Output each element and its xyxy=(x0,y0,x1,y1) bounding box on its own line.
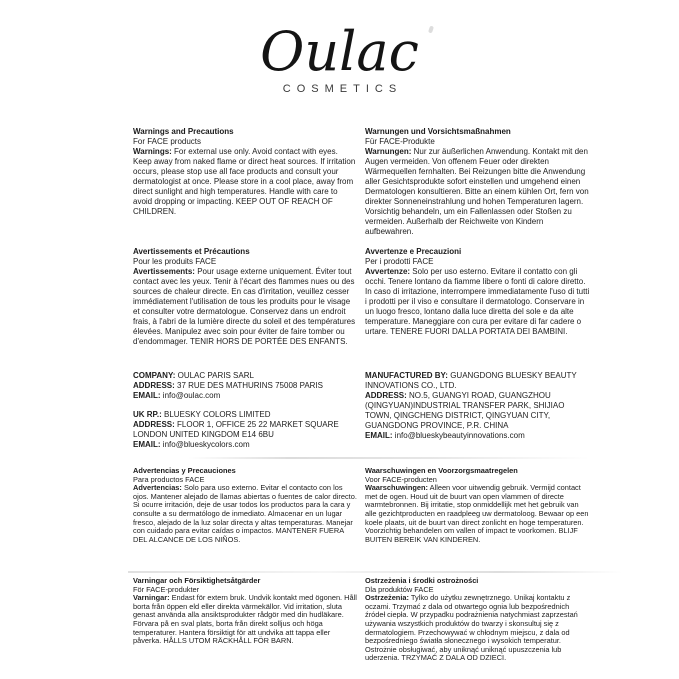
brand-logo xyxy=(0,22,679,95)
uk-rp-label: UK RP.: xyxy=(133,410,162,419)
manufacturer-email-label: EMAIL: xyxy=(365,431,393,440)
section-body-german xyxy=(365,147,590,237)
warning-text-french: Pour usage externe uniquement. Éviter tout contact avec les yeux. Tenir à l'écart des flammes nues ou des sources de chaleur directe. En cas d'irritation, veuillez cesser immédiatement l'utilisation de tous les produits pour le visage et consulter votre dermatologue. Conservez dans un endroit frais, à l'abri de la lumière directe du soleil et des températures élevées. Manipulez avec soin pour éviter de faire tomber ou d'endommager. TENIR HORS DE PORTÉE DES ENFANTS. xyxy=(133,267,356,346)
uk-rp-email-label: EMAIL: xyxy=(133,440,161,449)
section-heading-polish: Ostrzeżenia i środki ostrożności xyxy=(365,576,479,585)
warning-section-italian xyxy=(365,247,590,371)
warnings-row-fr-it xyxy=(133,247,590,371)
warning-section-polish xyxy=(365,577,590,663)
company-info-block xyxy=(133,371,357,467)
uk-rp-address-value: FLOOR 1, OFFICE 25 22 MARKET SQUARE LONDON UNITED KINGDOM E14 6BU xyxy=(133,420,339,439)
company-email-line xyxy=(133,391,357,401)
warning-lead-english: Warnings: xyxy=(133,147,172,156)
uk-rp-value: BLUESKY COLORS LIMITED xyxy=(163,410,271,419)
section-body-swedish xyxy=(133,594,357,646)
warning-lead-swedish: Varningar: xyxy=(133,593,170,603)
label-content xyxy=(133,127,590,663)
company-label: COMPANY: xyxy=(133,371,176,380)
warning-section-swedish xyxy=(133,577,357,663)
section-body-polish xyxy=(365,594,590,663)
company-email-value: info@oulac.com xyxy=(162,391,221,400)
warning-section-spanish xyxy=(133,467,357,577)
section-subheading-french: Pour les produits FACE xyxy=(133,257,217,266)
section-subheading-spanish: Para productos FACE xyxy=(133,474,205,484)
section-body-dutch xyxy=(365,484,590,544)
section-heading-german: Warnungen und Vorsichtsmaßnahmen xyxy=(365,127,511,136)
uk-rp-name-line xyxy=(133,410,357,420)
section-body-spanish xyxy=(133,484,357,544)
warning-lead-french: Avertissements: xyxy=(133,267,195,276)
section-body-english xyxy=(133,147,357,217)
company-email-label: EMAIL: xyxy=(133,391,161,400)
warning-text-german: Nur zur äußerlichen Anwendung. Kontakt mit den Augen vermeiden. Von offenem Feuer oder direkten Wärmequellen fernhalten. Bei Reizungen bitte die Anwendung aller Gesichtsprodukte sofort einstellen und umgehend einen Dermatologen konsultieren. Bitte an einem kühlen Ort, fern von direkter Sonneneinstrahlung und hohen Temperaturen lagern. Vorsichtig behandeln, um ein Fallenlassen oder Stoßen zu vermeiden. Außerhalb der Reichweite von Kindern aufbewahren. xyxy=(365,147,589,236)
warning-text-polish: Tylko do użytku zewnętrznego. Unikaj kontaktu z oczami. Trzymać z dala od otwartego ognia lub bezpośrednich źródeł ciepła. W przypadku podrażnienia natychmiast zaprzestań używania wszystkich produktów do twarzy i skonsultuj się z dermatologiem. Przechowywać w chłodnym miejscu, z dala od bezpośredniego światła słonecznego i wysokich temperatur. Ostrożnie obsługiwać, aby uniknąć uniknąć upuszczenia lub uderzenia. TRZYMAĆ Z DALA OD DZIECI. xyxy=(365,593,578,663)
warning-section-dutch xyxy=(365,467,590,577)
warning-text-spanish: Solo para uso externo. Evitar el contacto con los ojos. Mantener alejado de llamas abiertas o fuentes de calor directo. Si ocurre irritación, deje de usar todos los productos para la cara y consulte a su dermatólogo de inmediato. Almacenar en un lugar fresco, alejado de la luz solar directa y altas temperaturas. Manejar con cuidado para evitar caídas o impactos. MANTENER FUERA DEL ALCANCE DE LOS NIÑOS. xyxy=(133,483,357,544)
manufacturer-value: GUANGDONG BLUESKY BEAUTY INNOVATIONS CO., LTD. xyxy=(365,371,577,390)
manufacturer-name-line xyxy=(365,371,590,391)
company-value: OULAC PARIS SARL xyxy=(177,371,254,380)
section-heading-swedish: Varningar och Försiktighetsåtgärder xyxy=(133,576,261,585)
section-body-italian xyxy=(365,267,590,337)
company-name-line xyxy=(133,371,357,381)
section-body-french xyxy=(133,267,357,347)
warning-text-swedish: Endast för extern bruk. Undvik kontakt med ögonen. Håll borta från öppen eld eller direkta värmekällor. Vid irritation, sluta genast använda alla ansiktsprodukter rådgör med din hudläkare. Förvara på en sval plats, borta från direkt solljus och höga temperaturer. Hantera försiktigt för att undvika att tappa eller påverka. HÅLLS UTOM RÄCKHÅLL FÖR BARN. xyxy=(133,593,357,646)
uk-rp-email-line xyxy=(133,440,357,450)
warning-text-dutch: Alleen voor uitwendig gebruik. Vermijd contact met de ogen. Houd uit de buurt van open vlammen of directe warmtebronnen. Bij irritatie, stop onmiddellijk met het gebruik van alle gezichtproducten en raadpleeg uw dermatoloog. Bewaar op een koele plaats, uit de buurt van direct zonlicht en hoge temperaturen. Voorzichtig behandelen om vallen of impact te voorkomen. BLIJF BUITEN BEREIK VAN KINDEREN. xyxy=(365,483,589,544)
company-address-line xyxy=(133,381,357,391)
warning-lead-italian: Avvertenze: xyxy=(365,267,411,276)
warnings-row-sv-pl xyxy=(133,577,590,663)
warning-lead-dutch: Waarschuwingen: xyxy=(365,483,428,493)
warning-text-english: For external use only. Avoid contact with eyes. Keep away from naked flame or direct heat sources. If irritation occurs, please stop use all face products and consult your dermatologist at once. Please store in a cool place, away from direct sunlight and high temperatures. Handle with care to avoid dropping or impacting. KEEP OUT OF REACH OF CHILDREN. xyxy=(133,147,356,216)
manufacturer-address-line xyxy=(365,391,590,431)
manufacturer-email-value: info@blueskybeautyinnovations.com xyxy=(394,431,525,440)
company-info-row xyxy=(133,371,590,467)
uk-rp-block xyxy=(133,410,357,450)
company-block xyxy=(133,371,357,401)
warnings-row-es-nl xyxy=(133,467,590,577)
manufacturer-email-line xyxy=(365,431,590,441)
warning-lead-polish: Ostrzeżenia: xyxy=(365,593,409,603)
section-heading-french: Avertissements et Précautions xyxy=(133,247,250,256)
section-subheading-english: For FACE products xyxy=(133,137,202,146)
warning-section-german xyxy=(365,127,590,247)
company-address-label: ADDRESS: xyxy=(133,381,175,390)
section-subheading-polish: Dla produktów FACE xyxy=(365,584,434,594)
section-heading-dutch: Waarschuwingen en Voorzorgsmaatregelen xyxy=(365,466,518,475)
section-subheading-german: Für FACE-Produkte xyxy=(365,137,435,146)
uk-rp-address-label: ADDRESS: xyxy=(133,420,175,429)
section-heading-italian: Avvertenze e Precauzioni xyxy=(365,247,462,256)
section-subheading-swedish: För FACE-produkter xyxy=(133,584,200,594)
info-spacer xyxy=(133,401,357,410)
warnings-row-en-de xyxy=(133,127,590,247)
warning-text-italian: Solo per uso esterno. Evitare il contatto con gli occhi. Tenere lontano da fiamme libere o fonti di calore diretto. In caso di irritazione, interrompere immediatamente l'uso di tutti i prodotti per il viso e consultare il dermatologo. Conservare in un luogo fresco, lontano dalla luce diretta del sole e da alte temperature. Maneggiare con cura per evitare di far cadere o urtare. TENERE FUORI DALLA PORTATA DEI BAMBINI. xyxy=(365,267,590,336)
warning-section-english xyxy=(133,127,357,247)
company-address-value: 37 RUE DES MATHURINS 75008 PARIS xyxy=(177,381,323,390)
manufacturer-address-label: ADDRESS: xyxy=(365,391,407,400)
manufacturer-address-value: NO.5, GUANGYI ROAD, GUANGZHOU (QINGYUAN)INDUSTRIAL TRANSFER PARK, SHIJIAO TOWN, QINGCHENG DISTRICT, QINGYUAN CITY, GUANGDONG PROVINCE, P.R. CHINA xyxy=(365,391,565,430)
uk-rp-address-line xyxy=(133,420,357,440)
section-subheading-dutch: Voor FACE-producten xyxy=(365,474,437,484)
brand-logo-subtext: COSMETICS xyxy=(282,83,403,96)
section-heading-english: Warnings and Precautions xyxy=(133,127,234,136)
warning-lead-german: Warnungen: xyxy=(365,147,412,156)
manufacturer-label: MANUFACTURED BY: xyxy=(365,371,448,380)
warning-lead-spanish: Advertencias: xyxy=(133,483,182,493)
brand-logo-text: Oulac xyxy=(260,20,419,83)
section-subheading-italian: Per i prodotti FACE xyxy=(365,257,434,266)
uk-rp-email-value: info@blueskycolors.com xyxy=(162,440,250,449)
warning-section-french xyxy=(133,247,357,371)
section-heading-spanish: Advertencias y Precauciones xyxy=(133,466,236,475)
manufacturer-block xyxy=(365,371,590,467)
